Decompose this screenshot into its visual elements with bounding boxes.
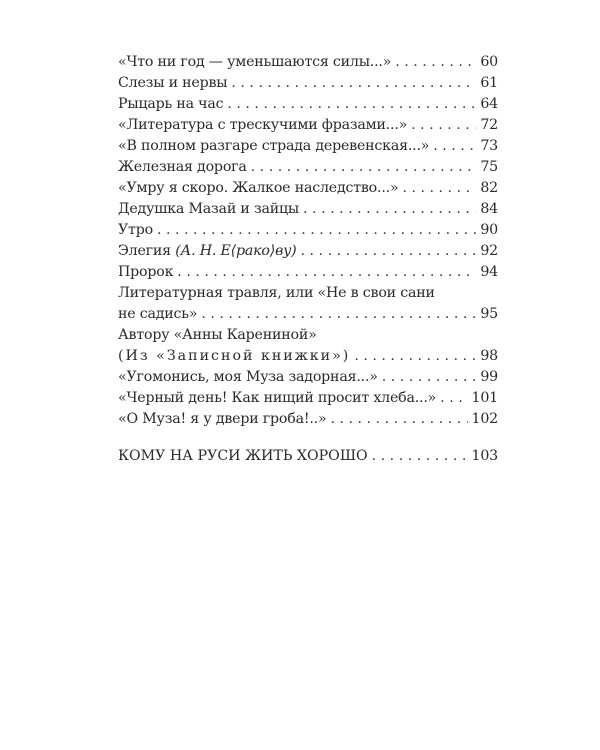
toc-entry-page: 84 bbox=[480, 201, 498, 217]
toc-entry-page: 98 bbox=[480, 348, 498, 364]
dot-leader bbox=[440, 388, 467, 409]
toc-entry-page: 82 bbox=[480, 180, 498, 196]
toc-entry-page: 101 bbox=[471, 390, 498, 406]
toc-entry-title: Железная дорога bbox=[118, 159, 247, 175]
toc-entry[interactable] bbox=[118, 388, 498, 409]
dot-leader bbox=[402, 178, 476, 199]
dot-leader bbox=[411, 115, 476, 136]
dot-leader bbox=[157, 220, 476, 241]
toc-entry[interactable] bbox=[118, 73, 498, 94]
toc-entry-title: Утро bbox=[118, 222, 153, 238]
toc-entry-title: Слезы и нервы bbox=[118, 75, 228, 91]
toc-entry-page: 60 bbox=[480, 54, 498, 70]
toc-entry[interactable] bbox=[118, 325, 498, 367]
toc-entry[interactable] bbox=[118, 262, 498, 283]
toc-section-entry[interactable] bbox=[118, 446, 498, 467]
toc-entry-title-line1: Литературная травля, или «Не в свои сани bbox=[118, 285, 435, 301]
toc-entry[interactable] bbox=[118, 94, 498, 115]
toc-entry-page: 94 bbox=[480, 264, 498, 280]
dot-leader bbox=[201, 304, 476, 325]
toc-entry[interactable] bbox=[118, 136, 498, 157]
dot-leader bbox=[330, 409, 467, 430]
toc-entry-page: 90 bbox=[480, 222, 498, 238]
section-spacer bbox=[118, 430, 498, 446]
toc-entry[interactable] bbox=[118, 199, 498, 220]
toc-entry-page: 92 bbox=[480, 243, 498, 259]
toc-entry[interactable] bbox=[118, 178, 498, 199]
toc-entry-page: 72 bbox=[480, 117, 498, 133]
dot-leader bbox=[177, 262, 476, 283]
toc-entry[interactable] bbox=[118, 241, 498, 262]
toc-entry-page: 95 bbox=[480, 306, 498, 322]
dot-leader bbox=[372, 446, 468, 467]
toc-entry-title: «Угомонись, моя Муза задорная...» bbox=[118, 369, 378, 385]
toc-entry-page: 73 bbox=[480, 138, 498, 154]
toc-entry[interactable] bbox=[118, 367, 498, 388]
toc-entry-title-line2: не садись» bbox=[118, 306, 198, 322]
toc-entry-title: Рыцарь на час bbox=[118, 96, 224, 112]
table-of-contents bbox=[118, 52, 498, 467]
toc-entry-title: Дедушка Мазай и зайцы bbox=[118, 201, 300, 217]
dot-leader bbox=[301, 241, 477, 262]
dot-leader bbox=[433, 136, 476, 157]
toc-entry[interactable] bbox=[118, 157, 498, 178]
dot-leader bbox=[382, 367, 477, 388]
toc-section-page: 103 bbox=[471, 448, 498, 464]
toc-entry-title: «Что ни год — уменьшаются силы...» bbox=[118, 54, 392, 70]
toc-section-title: КОМУ НА РУСИ ЖИТЬ ХОРОШО bbox=[118, 448, 368, 464]
toc-entry[interactable] bbox=[118, 220, 498, 241]
dot-leader bbox=[231, 73, 476, 94]
toc-entry[interactable] bbox=[118, 115, 498, 136]
toc-entry-page: 75 bbox=[480, 159, 498, 175]
toc-entry-title: Пророк bbox=[118, 264, 174, 280]
toc-entry-title: «О Муза! я у двери гроба!..» bbox=[118, 411, 327, 427]
toc-entry-title-main: Элегия bbox=[118, 243, 171, 259]
toc-entry-title: «Умру я скоро. Жалкое наследство...» bbox=[118, 180, 399, 196]
toc-entry-title-line2: (Из «Записной книжки») bbox=[118, 348, 351, 364]
toc-entry-title: «В полном разгаре страда деревенская...» bbox=[118, 138, 430, 154]
toc-entry-title: «Литература с трескучими фразами...» bbox=[118, 117, 408, 133]
dot-leader bbox=[227, 94, 476, 115]
dot-leader bbox=[303, 199, 476, 220]
toc-entry[interactable] bbox=[118, 52, 498, 73]
dot-leader bbox=[251, 157, 477, 178]
dot-leader bbox=[395, 52, 476, 73]
toc-entry-title: «Черный день! Как нищий просит хлеба...» bbox=[118, 390, 437, 406]
toc-entry[interactable] bbox=[118, 409, 498, 430]
toc-entry[interactable] bbox=[118, 283, 498, 325]
toc-entry-dedication: (А. Н. Е⟨рако⟩ву) bbox=[175, 243, 297, 259]
toc-entry-page: 99 bbox=[480, 369, 498, 385]
toc-entry-title bbox=[118, 241, 297, 262]
toc-entry-title-line1: Автору «Анны Карениной» bbox=[118, 327, 317, 343]
toc-entry-page: 61 bbox=[480, 75, 498, 91]
toc-entry-page: 102 bbox=[471, 411, 498, 427]
toc-entry-page: 64 bbox=[480, 96, 498, 112]
dot-leader bbox=[354, 346, 476, 367]
